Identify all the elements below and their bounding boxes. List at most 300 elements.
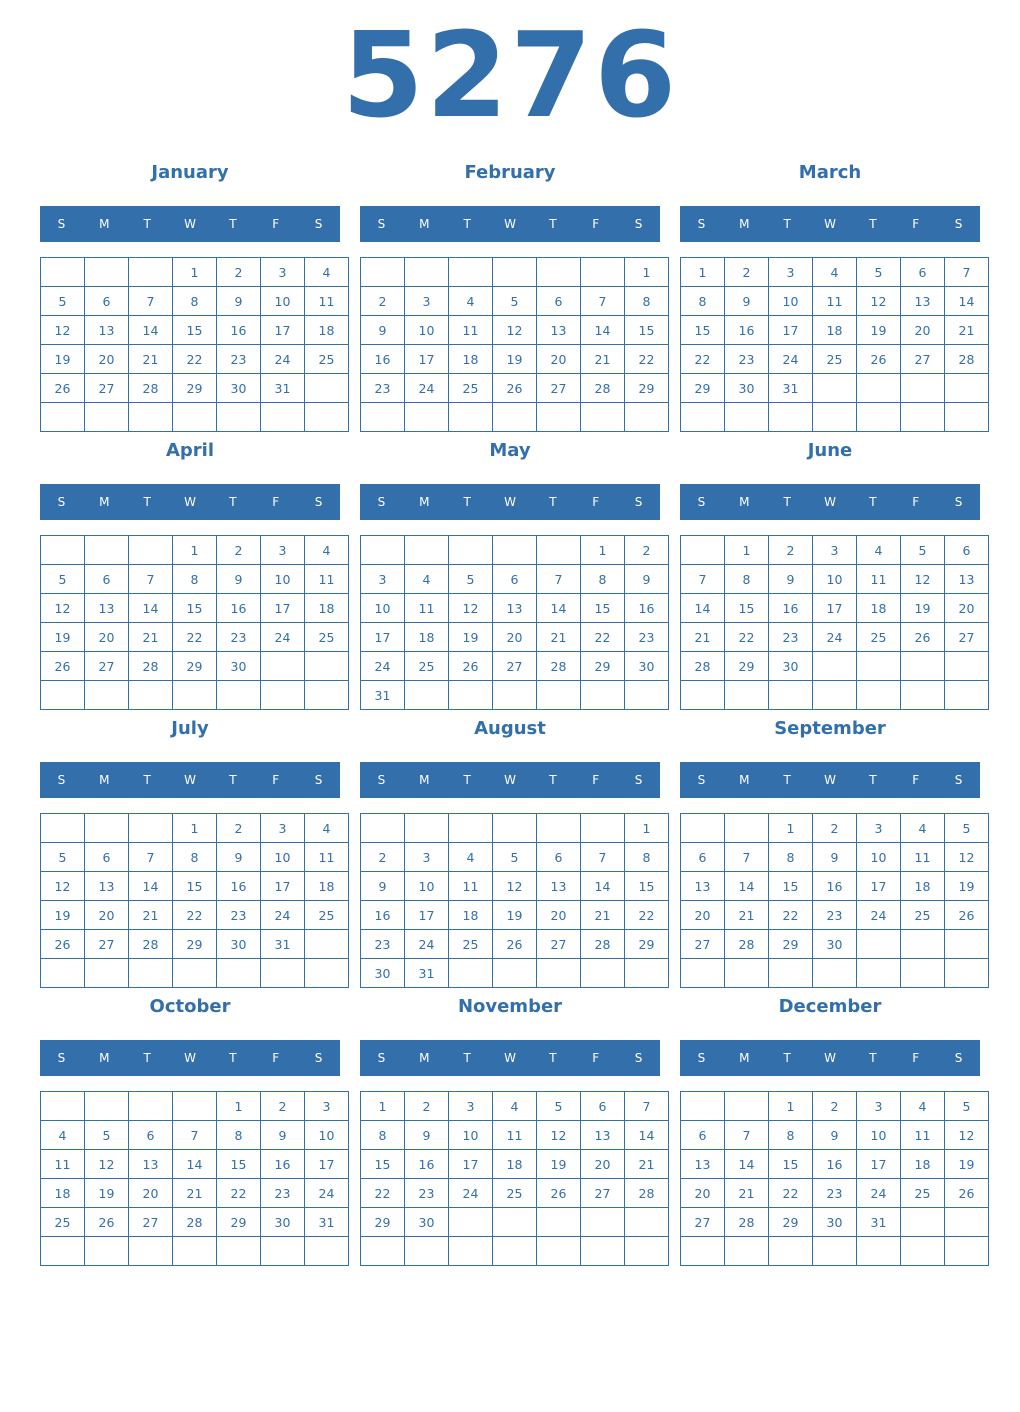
day-cell bbox=[769, 1237, 813, 1266]
day-cell: 29 bbox=[173, 652, 217, 681]
week-row bbox=[361, 536, 669, 565]
week-row bbox=[361, 565, 669, 594]
week-row bbox=[41, 959, 349, 988]
week-row bbox=[681, 901, 989, 930]
day-cell: 26 bbox=[537, 1179, 581, 1208]
day-cell: 27 bbox=[681, 930, 725, 959]
day-cell: 4 bbox=[493, 1092, 537, 1121]
day-cell: 10 bbox=[769, 287, 813, 316]
day-cell: 10 bbox=[857, 1121, 901, 1150]
day-cell: 24 bbox=[261, 901, 305, 930]
weekday-label: T bbox=[549, 495, 557, 509]
day-cell: 21 bbox=[537, 623, 581, 652]
day-cell: 4 bbox=[901, 1092, 945, 1121]
day-cell: 8 bbox=[681, 287, 725, 316]
week-row bbox=[361, 843, 669, 872]
day-cell: 31 bbox=[261, 374, 305, 403]
day-cell bbox=[129, 403, 173, 432]
day-cell bbox=[361, 403, 405, 432]
day-cell: 20 bbox=[85, 623, 129, 652]
day-cell: 5 bbox=[537, 1092, 581, 1121]
day-cell: 8 bbox=[725, 565, 769, 594]
weekday-label: S bbox=[697, 773, 706, 787]
day-cell: 29 bbox=[217, 1208, 261, 1237]
weekday-label: M bbox=[739, 773, 750, 787]
weekday-label: M bbox=[419, 217, 430, 231]
day-cell: 4 bbox=[305, 814, 349, 843]
day-cell: 29 bbox=[769, 1208, 813, 1237]
day-cell: 6 bbox=[129, 1121, 173, 1150]
day-cell bbox=[537, 1208, 581, 1237]
day-cell: 28 bbox=[581, 374, 625, 403]
weekday-label: T bbox=[229, 495, 237, 509]
day-cell: 16 bbox=[261, 1150, 305, 1179]
day-cell bbox=[173, 403, 217, 432]
day-cell: 20 bbox=[945, 594, 989, 623]
day-cell: 4 bbox=[305, 258, 349, 287]
day-cell: 31 bbox=[857, 1208, 901, 1237]
day-cell: 1 bbox=[681, 258, 725, 287]
day-cell: 11 bbox=[305, 843, 349, 872]
weekday-label: S bbox=[314, 1051, 323, 1065]
day-cell bbox=[769, 681, 813, 710]
week-row bbox=[681, 1237, 989, 1266]
day-cell: 18 bbox=[305, 594, 349, 623]
day-cell: 3 bbox=[261, 258, 305, 287]
week-row bbox=[41, 652, 349, 681]
day-cell: 17 bbox=[405, 901, 449, 930]
weekday-label: T bbox=[463, 1051, 471, 1065]
day-cell: 23 bbox=[725, 345, 769, 374]
week-row bbox=[361, 258, 669, 287]
week-row bbox=[361, 814, 669, 843]
day-cell: 2 bbox=[813, 1092, 857, 1121]
day-cell: 3 bbox=[405, 843, 449, 872]
day-cell: 1 bbox=[769, 1092, 813, 1121]
weekday-label: T bbox=[143, 217, 151, 231]
weekday-label: T bbox=[549, 1051, 557, 1065]
day-cell: 8 bbox=[217, 1121, 261, 1150]
day-cell bbox=[305, 652, 349, 681]
weekday-label: S bbox=[697, 217, 706, 231]
day-cell: 13 bbox=[85, 872, 129, 901]
weekday-label: S bbox=[634, 217, 643, 231]
day-cell: 12 bbox=[945, 843, 989, 872]
day-cell bbox=[449, 403, 493, 432]
week-row bbox=[41, 1208, 349, 1237]
day-cell: 9 bbox=[813, 843, 857, 872]
weekday-header bbox=[40, 1040, 340, 1076]
weekday-label: T bbox=[549, 773, 557, 787]
day-cell: 24 bbox=[305, 1179, 349, 1208]
day-cell bbox=[945, 930, 989, 959]
week-row bbox=[681, 1208, 989, 1237]
day-cell: 31 bbox=[405, 959, 449, 988]
weekday-label: S bbox=[57, 217, 66, 231]
day-cell bbox=[129, 258, 173, 287]
day-cell: 10 bbox=[813, 565, 857, 594]
week-row bbox=[681, 652, 989, 681]
day-cell: 5 bbox=[85, 1121, 129, 1150]
weekday-header bbox=[40, 206, 340, 242]
day-cell: 2 bbox=[361, 843, 405, 872]
day-cell bbox=[449, 536, 493, 565]
day-cell: 14 bbox=[129, 594, 173, 623]
day-cell: 9 bbox=[217, 287, 261, 316]
day-cell: 15 bbox=[625, 872, 669, 901]
day-cell: 13 bbox=[901, 287, 945, 316]
day-cell: 17 bbox=[813, 594, 857, 623]
day-cell: 20 bbox=[129, 1179, 173, 1208]
week-row bbox=[361, 287, 669, 316]
day-cell: 26 bbox=[41, 374, 85, 403]
day-cell: 13 bbox=[129, 1150, 173, 1179]
day-cell: 11 bbox=[449, 316, 493, 345]
day-cell bbox=[725, 814, 769, 843]
day-cell: 1 bbox=[173, 258, 217, 287]
day-cell: 23 bbox=[625, 623, 669, 652]
day-cell bbox=[41, 681, 85, 710]
month-name: November bbox=[457, 996, 563, 1017]
day-cell: 30 bbox=[405, 1208, 449, 1237]
month-name: July bbox=[171, 718, 209, 739]
weekday-label: F bbox=[912, 495, 920, 509]
day-cell bbox=[537, 1237, 581, 1266]
day-cell bbox=[537, 403, 581, 432]
day-cell: 3 bbox=[405, 287, 449, 316]
day-cell: 8 bbox=[769, 1121, 813, 1150]
day-cell: 6 bbox=[537, 287, 581, 316]
day-cell: 17 bbox=[261, 872, 305, 901]
day-cell: 30 bbox=[625, 652, 669, 681]
week-row bbox=[41, 287, 349, 316]
weekday-label: F bbox=[912, 773, 920, 787]
day-cell bbox=[493, 1208, 537, 1237]
day-cell: 28 bbox=[725, 930, 769, 959]
day-cell: 21 bbox=[129, 901, 173, 930]
weekday-label: S bbox=[377, 773, 386, 787]
day-cell bbox=[361, 814, 405, 843]
day-cell: 27 bbox=[581, 1179, 625, 1208]
week-row bbox=[681, 1150, 989, 1179]
day-cell: 11 bbox=[901, 843, 945, 872]
day-cell: 14 bbox=[945, 287, 989, 316]
day-cell: 2 bbox=[725, 258, 769, 287]
day-cell: 7 bbox=[681, 565, 725, 594]
day-cell bbox=[129, 1092, 173, 1121]
day-cell bbox=[261, 959, 305, 988]
day-cell: 17 bbox=[857, 1150, 901, 1179]
day-cell: 12 bbox=[41, 594, 85, 623]
day-cell: 8 bbox=[581, 565, 625, 594]
day-cell bbox=[813, 1237, 857, 1266]
day-cell: 20 bbox=[493, 623, 537, 652]
day-cell: 25 bbox=[901, 1179, 945, 1208]
day-cell: 20 bbox=[681, 901, 725, 930]
day-cell bbox=[41, 403, 85, 432]
day-cell: 18 bbox=[813, 316, 857, 345]
day-cell bbox=[41, 1237, 85, 1266]
month-name: August bbox=[474, 718, 546, 739]
day-cell bbox=[493, 536, 537, 565]
day-cell: 20 bbox=[537, 901, 581, 930]
day-cell: 18 bbox=[305, 316, 349, 345]
day-cell: 5 bbox=[41, 565, 85, 594]
day-cell: 21 bbox=[681, 623, 725, 652]
day-cell: 11 bbox=[41, 1150, 85, 1179]
day-cell: 23 bbox=[261, 1179, 305, 1208]
day-cell: 19 bbox=[945, 872, 989, 901]
day-cell: 7 bbox=[129, 287, 173, 316]
day-cell: 20 bbox=[581, 1150, 625, 1179]
day-cell: 10 bbox=[857, 843, 901, 872]
day-cell bbox=[625, 681, 669, 710]
day-cell bbox=[857, 930, 901, 959]
day-cell bbox=[581, 258, 625, 287]
days-grid bbox=[360, 535, 669, 710]
weekday-header bbox=[360, 484, 660, 520]
weekday-label: F bbox=[272, 495, 280, 509]
day-cell: 1 bbox=[361, 1092, 405, 1121]
day-cell: 15 bbox=[173, 594, 217, 623]
day-cell bbox=[857, 681, 901, 710]
day-cell: 2 bbox=[405, 1092, 449, 1121]
day-cell: 6 bbox=[901, 258, 945, 287]
day-cell bbox=[945, 959, 989, 988]
week-row bbox=[361, 1237, 669, 1266]
day-cell: 29 bbox=[725, 652, 769, 681]
day-cell: 26 bbox=[493, 930, 537, 959]
day-cell: 5 bbox=[493, 287, 537, 316]
days-grid bbox=[360, 1091, 669, 1266]
week-row bbox=[41, 536, 349, 565]
day-cell bbox=[261, 403, 305, 432]
day-cell: 23 bbox=[405, 1179, 449, 1208]
day-cell: 30 bbox=[813, 930, 857, 959]
day-cell: 25 bbox=[449, 930, 493, 959]
week-row bbox=[361, 1179, 669, 1208]
day-cell: 7 bbox=[725, 843, 769, 872]
day-cell: 26 bbox=[85, 1208, 129, 1237]
day-cell: 17 bbox=[261, 316, 305, 345]
weekday-label: S bbox=[954, 495, 963, 509]
week-row bbox=[41, 594, 349, 623]
day-cell: 13 bbox=[681, 1150, 725, 1179]
weekday-label: T bbox=[869, 495, 877, 509]
day-cell: 14 bbox=[725, 872, 769, 901]
weekday-label: S bbox=[697, 495, 706, 509]
weekday-label: F bbox=[592, 217, 600, 231]
weekday-label: T bbox=[143, 773, 151, 787]
day-cell: 18 bbox=[41, 1179, 85, 1208]
day-cell bbox=[901, 1208, 945, 1237]
day-cell: 30 bbox=[217, 930, 261, 959]
day-cell bbox=[405, 681, 449, 710]
day-cell: 9 bbox=[769, 565, 813, 594]
day-cell bbox=[217, 959, 261, 988]
day-cell: 13 bbox=[681, 872, 725, 901]
day-cell: 4 bbox=[405, 565, 449, 594]
month-name: January bbox=[151, 162, 229, 183]
day-cell: 29 bbox=[361, 1208, 405, 1237]
day-cell: 12 bbox=[41, 872, 85, 901]
day-cell: 19 bbox=[493, 345, 537, 374]
day-cell: 27 bbox=[85, 930, 129, 959]
day-cell: 18 bbox=[901, 872, 945, 901]
weekday-label: W bbox=[504, 217, 516, 231]
weekday-label: S bbox=[377, 217, 386, 231]
day-cell: 23 bbox=[813, 901, 857, 930]
day-cell bbox=[449, 959, 493, 988]
day-cell: 11 bbox=[305, 565, 349, 594]
weekday-label: T bbox=[783, 217, 791, 231]
day-cell: 11 bbox=[405, 594, 449, 623]
day-cell bbox=[217, 681, 261, 710]
weekday-label: M bbox=[99, 1051, 110, 1065]
day-cell bbox=[173, 1092, 217, 1121]
days-grid bbox=[360, 813, 669, 988]
weekday-label: W bbox=[184, 1051, 196, 1065]
week-row bbox=[41, 872, 349, 901]
day-cell: 2 bbox=[217, 258, 261, 287]
day-cell: 21 bbox=[625, 1150, 669, 1179]
day-cell: 7 bbox=[581, 287, 625, 316]
day-cell: 18 bbox=[449, 901, 493, 930]
week-row bbox=[361, 316, 669, 345]
day-cell: 17 bbox=[305, 1150, 349, 1179]
day-cell: 28 bbox=[537, 652, 581, 681]
day-cell: 28 bbox=[581, 930, 625, 959]
day-cell: 19 bbox=[901, 594, 945, 623]
day-cell: 5 bbox=[41, 287, 85, 316]
day-cell: 8 bbox=[173, 565, 217, 594]
day-cell: 24 bbox=[261, 345, 305, 374]
day-cell: 11 bbox=[449, 872, 493, 901]
week-row bbox=[41, 1092, 349, 1121]
day-cell: 30 bbox=[725, 374, 769, 403]
week-row bbox=[681, 565, 989, 594]
day-cell: 23 bbox=[217, 345, 261, 374]
day-cell bbox=[305, 1237, 349, 1266]
weekday-label: W bbox=[504, 495, 516, 509]
day-cell: 26 bbox=[449, 652, 493, 681]
day-cell: 15 bbox=[769, 872, 813, 901]
day-cell: 10 bbox=[449, 1121, 493, 1150]
weekday-label: S bbox=[57, 1051, 66, 1065]
day-cell: 10 bbox=[361, 594, 405, 623]
day-cell: 19 bbox=[857, 316, 901, 345]
day-cell: 11 bbox=[493, 1121, 537, 1150]
day-cell: 8 bbox=[625, 843, 669, 872]
day-cell: 31 bbox=[361, 681, 405, 710]
week-row bbox=[681, 681, 989, 710]
weekday-label: W bbox=[184, 773, 196, 787]
days-grid bbox=[40, 535, 349, 710]
week-row bbox=[681, 258, 989, 287]
weekday-label: S bbox=[697, 1051, 706, 1065]
day-cell bbox=[405, 536, 449, 565]
day-cell bbox=[901, 403, 945, 432]
weekday-label: T bbox=[229, 1051, 237, 1065]
day-cell: 10 bbox=[261, 843, 305, 872]
week-row bbox=[361, 681, 669, 710]
weekday-label: F bbox=[272, 1051, 280, 1065]
week-row bbox=[41, 403, 349, 432]
day-cell bbox=[625, 1208, 669, 1237]
day-cell: 26 bbox=[945, 901, 989, 930]
day-cell bbox=[901, 959, 945, 988]
day-cell bbox=[129, 536, 173, 565]
day-cell: 22 bbox=[217, 1179, 261, 1208]
day-cell: 25 bbox=[857, 623, 901, 652]
day-cell: 16 bbox=[769, 594, 813, 623]
day-cell bbox=[581, 959, 625, 988]
day-cell: 27 bbox=[901, 345, 945, 374]
day-cell bbox=[901, 681, 945, 710]
day-cell bbox=[901, 374, 945, 403]
day-cell bbox=[217, 403, 261, 432]
day-cell: 6 bbox=[85, 843, 129, 872]
week-row bbox=[361, 1150, 669, 1179]
day-cell: 27 bbox=[85, 374, 129, 403]
days-grid bbox=[680, 1091, 989, 1266]
week-row bbox=[681, 1121, 989, 1150]
day-cell bbox=[901, 930, 945, 959]
day-cell bbox=[129, 959, 173, 988]
day-cell bbox=[537, 258, 581, 287]
day-cell: 30 bbox=[217, 374, 261, 403]
day-cell bbox=[361, 536, 405, 565]
weekday-label: F bbox=[592, 1051, 600, 1065]
day-cell: 17 bbox=[769, 316, 813, 345]
days-grid bbox=[40, 257, 349, 432]
week-row bbox=[41, 901, 349, 930]
day-cell: 20 bbox=[85, 901, 129, 930]
day-cell bbox=[305, 403, 349, 432]
day-cell: 2 bbox=[813, 814, 857, 843]
day-cell: 27 bbox=[85, 652, 129, 681]
day-cell: 22 bbox=[173, 623, 217, 652]
day-cell: 26 bbox=[41, 652, 85, 681]
day-cell bbox=[901, 1237, 945, 1266]
day-cell: 7 bbox=[945, 258, 989, 287]
weekday-header bbox=[40, 762, 340, 798]
weekday-label: W bbox=[504, 773, 516, 787]
day-cell: 16 bbox=[405, 1150, 449, 1179]
day-cell: 4 bbox=[813, 258, 857, 287]
day-cell: 24 bbox=[813, 623, 857, 652]
day-cell: 23 bbox=[217, 623, 261, 652]
day-cell: 18 bbox=[493, 1150, 537, 1179]
day-cell: 21 bbox=[129, 345, 173, 374]
day-cell: 8 bbox=[173, 287, 217, 316]
day-cell: 4 bbox=[305, 536, 349, 565]
day-cell: 24 bbox=[261, 623, 305, 652]
day-cell: 21 bbox=[173, 1179, 217, 1208]
day-cell bbox=[173, 681, 217, 710]
day-cell: 7 bbox=[173, 1121, 217, 1150]
day-cell: 30 bbox=[217, 652, 261, 681]
day-cell: 9 bbox=[217, 565, 261, 594]
day-cell: 14 bbox=[625, 1121, 669, 1150]
day-cell bbox=[681, 959, 725, 988]
day-cell: 15 bbox=[361, 1150, 405, 1179]
month-name: May bbox=[489, 440, 531, 461]
weekday-header bbox=[680, 206, 980, 242]
weekday-label: T bbox=[143, 1051, 151, 1065]
day-cell: 5 bbox=[41, 843, 85, 872]
day-cell: 17 bbox=[261, 594, 305, 623]
